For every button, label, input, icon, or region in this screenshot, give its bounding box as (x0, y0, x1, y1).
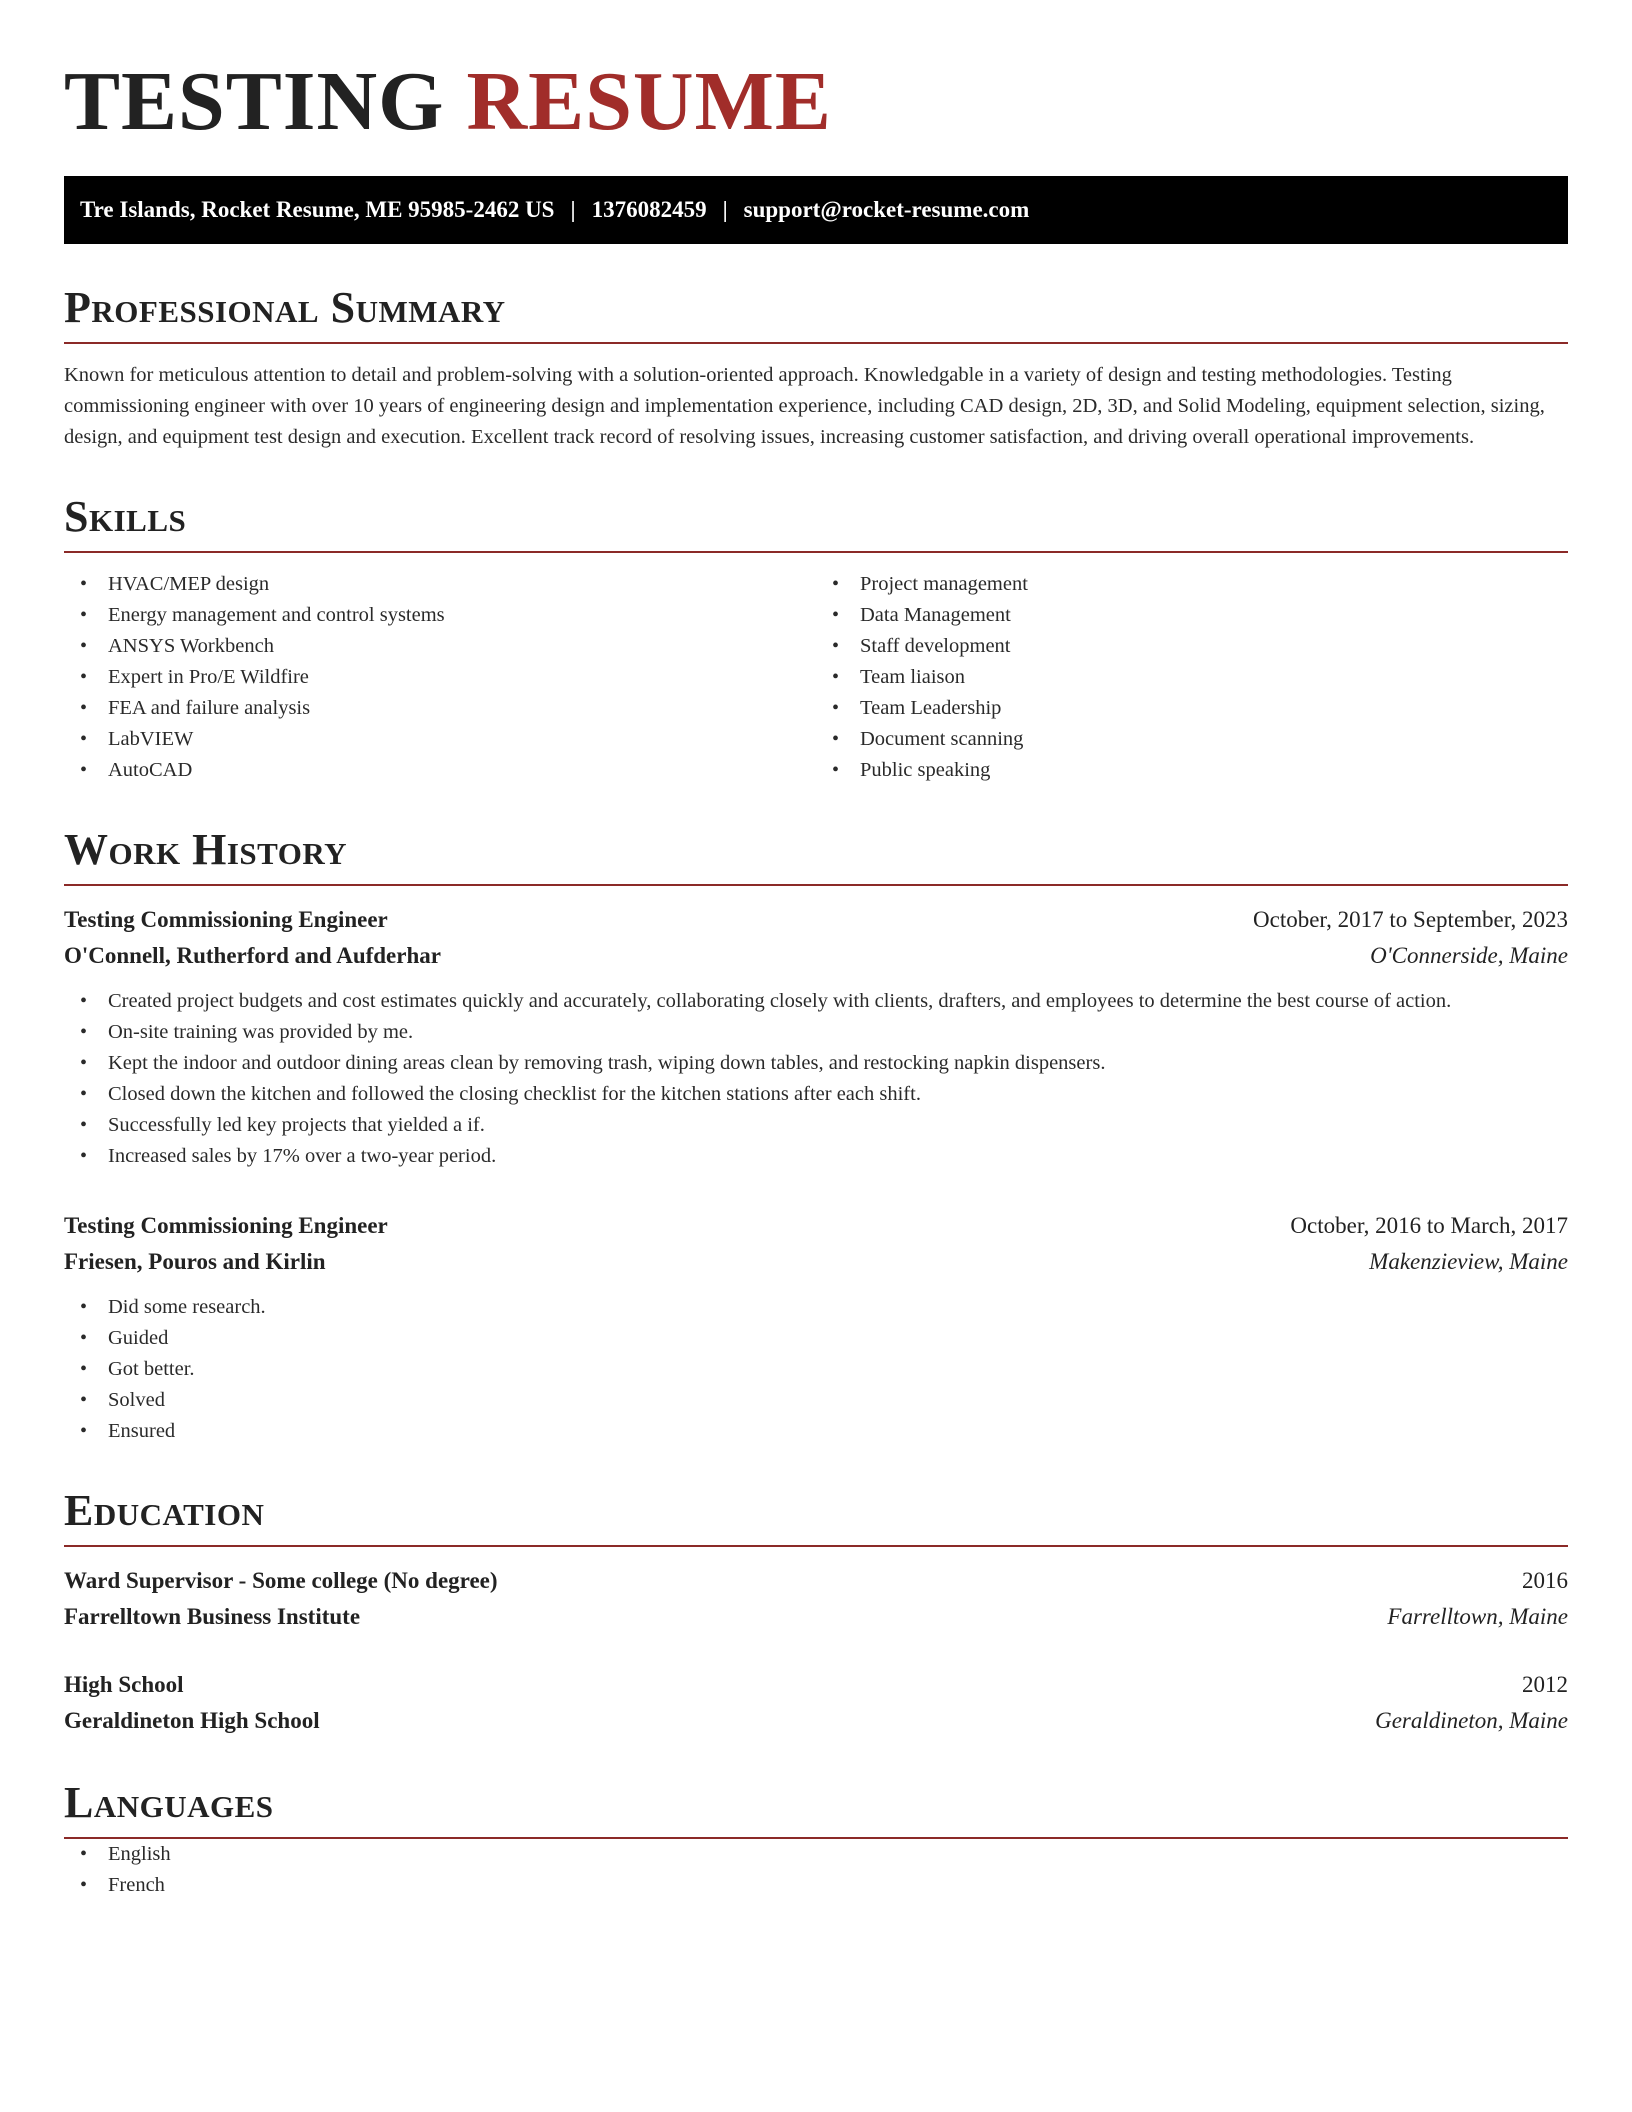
job-bullet: • Closed down the kitchen and followed the closing checklist for the kitchen stations after each shift. (64, 1079, 1568, 1110)
last-name: RESUME (466, 55, 832, 148)
job-entry (64, 902, 1568, 1172)
job-company: O'Connell, Rutherford and Aufderhar (64, 943, 441, 968)
job-bullet: • Increased sales by 17% over a two-year period. (64, 1141, 1568, 1172)
education-degree: Ward Supervisor - Some college (No degree) (64, 1568, 498, 1593)
job-bullet: • Did some research. (64, 1292, 1568, 1323)
candidate-name (64, 52, 1568, 152)
skill-item: • Expert in Pro/E Wildfire (64, 662, 816, 693)
job-dates: October, 2017 to September, 2023 (1253, 907, 1568, 932)
skill-item: • Team Leadership (816, 693, 1568, 724)
education-school: Geraldineton High School (64, 1708, 320, 1733)
skill-item: • Team liaison (816, 662, 1568, 693)
skill-item: • Staff development (816, 631, 1568, 662)
skill-item: • AutoCAD (64, 755, 816, 786)
job-entry (64, 1208, 1568, 1447)
contact-phone: 1376082459 (591, 197, 707, 222)
skills-list (64, 569, 816, 786)
job-location: Makenzieview, Maine (1369, 1249, 1568, 1274)
skills-column-left (64, 569, 816, 786)
education-school-row (64, 1703, 1568, 1739)
education-section (64, 1486, 1568, 1739)
skill-item: • LabVIEW (64, 724, 816, 755)
languages-section (64, 1778, 1568, 1901)
contact-bar (64, 176, 1568, 244)
education-school: Farrelltown Business Institute (64, 1604, 361, 1629)
section-title: Work History (64, 828, 1568, 886)
job-location: O'Connerside, Maine (1370, 943, 1568, 968)
education-entry (64, 1563, 1568, 1635)
work-history-section (64, 825, 1568, 1447)
education-year: 2012 (1522, 1672, 1568, 1697)
skills-column-right (816, 569, 1568, 786)
skill-item: • HVAC/MEP design (64, 569, 816, 600)
skill-item: • ANSYS Workbench (64, 631, 816, 662)
section-title: Languages (64, 1781, 1568, 1839)
job-bullets (64, 1292, 1568, 1447)
contact-separator: | (570, 197, 576, 222)
education-year: 2016 (1522, 1568, 1568, 1593)
job-title: Testing Commissioning Engineer (64, 1213, 388, 1238)
language-item: • French (64, 1870, 1568, 1901)
job-bullets (64, 986, 1568, 1172)
job-bullet: • Got better. (64, 1354, 1568, 1385)
summary-section (64, 283, 1568, 453)
first-name: TESTING (64, 55, 445, 148)
job-company-row (64, 938, 1568, 974)
skill-item: • Data Management (816, 600, 1568, 631)
languages-list (64, 1839, 1568, 1901)
skill-item: • FEA and failure analysis (64, 693, 816, 724)
contact-email[interactable]: support@rocket-resume.com (743, 197, 1030, 222)
education-entry (64, 1667, 1568, 1739)
job-header-row (64, 1208, 1568, 1244)
job-title: Testing Commissioning Engineer (64, 907, 388, 932)
skill-item: • Document scanning (816, 724, 1568, 755)
section-title: Professional Summary (64, 286, 1568, 344)
contact-address: Tre Islands, Rocket Resume, ME 95985-2462 US (80, 197, 555, 222)
education-header-row (64, 1667, 1568, 1703)
job-company: Friesen, Pouros and Kirlin (64, 1249, 326, 1274)
education-header-row (64, 1563, 1568, 1599)
education-school-row (64, 1599, 1568, 1635)
skill-item: • Public speaking (816, 755, 1568, 786)
language-item: • English (64, 1839, 1568, 1870)
contact-separator: | (722, 197, 728, 222)
section-title: Education (64, 1489, 1568, 1547)
section-title: Skills (64, 495, 1568, 553)
education-location: Farrelltown, Maine (1387, 1604, 1568, 1629)
skill-item: • Project management (816, 569, 1568, 600)
summary-text: Known for meticulous attention to detail and problem-solving with a solution-oriented approach. Knowledgable in a variety of design and testing methodologies. Testing commissioning engineer with over 10 years of engineering design and implementation experience, including CAD design, 2D, 3D, and Solid Modeling, equipment selection, sizing, design, and equipment test design and execution. Excellent track record of resolving issues, increasing customer satisfaction, and driving overall operational improvements. (64, 364, 1545, 448)
education-degree: High School (64, 1672, 184, 1697)
job-bullet: • Created project budgets and cost estimates quickly and accurately, collaborating closely with clients, drafters, and employees to determine the best course of action. (64, 986, 1568, 1017)
skills-grid (64, 569, 1568, 786)
skills-list (816, 569, 1568, 786)
education-location: Geraldineton, Maine (1375, 1708, 1568, 1733)
job-bullet: • Solved (64, 1385, 1568, 1416)
job-bullet: • Ensured (64, 1416, 1568, 1447)
skill-item: • Energy management and control systems (64, 600, 816, 631)
job-bullet: • Successfully led key projects that yielded a if. (64, 1110, 1568, 1141)
job-dates: October, 2016 to March, 2017 (1290, 1213, 1568, 1238)
job-header-row (64, 902, 1568, 938)
job-bullet: • On-site training was provided by me. (64, 1017, 1568, 1048)
job-bullet: • Kept the indoor and outdoor dining areas clean by removing trash, wiping down tables, and restocking napkin dispensers. (64, 1048, 1568, 1079)
job-company-row (64, 1244, 1568, 1280)
skills-section (64, 492, 1568, 786)
job-bullet: • Guided (64, 1323, 1568, 1354)
